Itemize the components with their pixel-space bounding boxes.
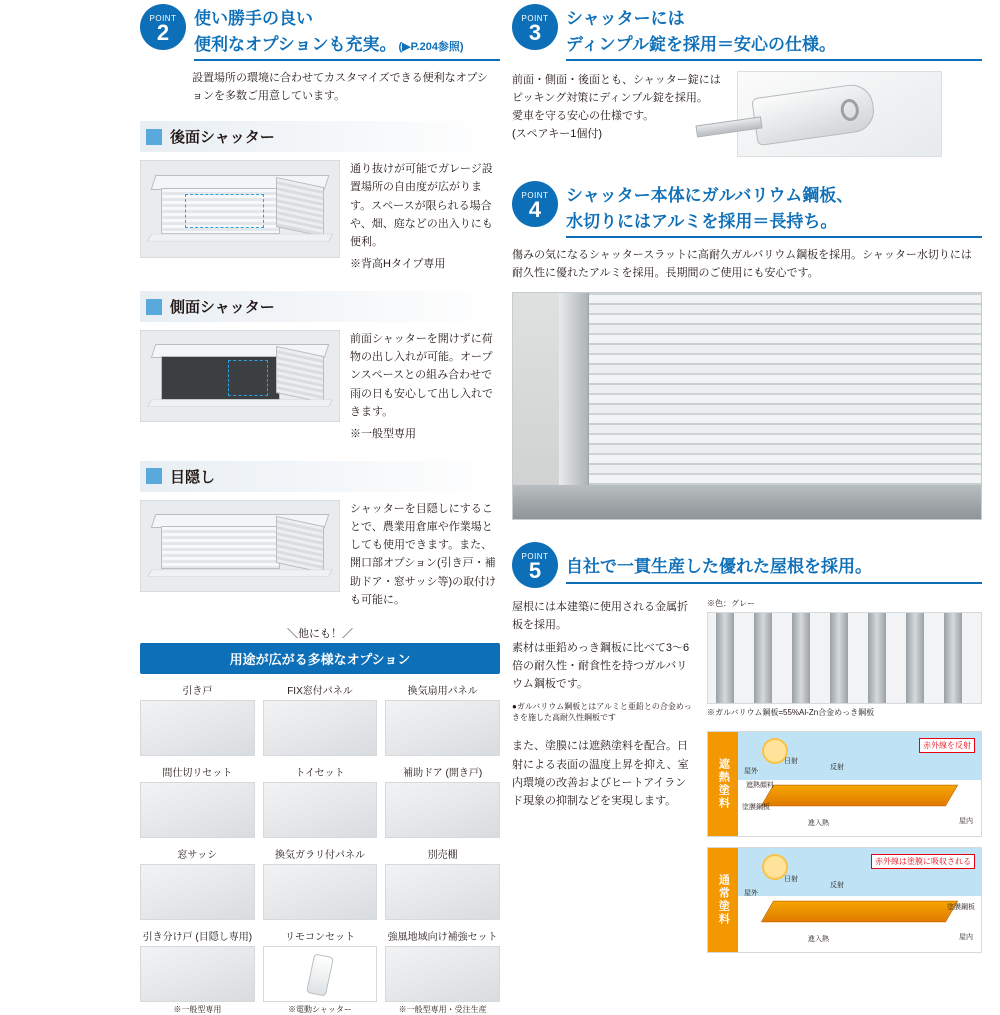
option-image — [140, 782, 255, 838]
section-side-shutter-body — [140, 330, 500, 443]
key-icon — [751, 82, 877, 146]
point3-badge — [512, 4, 558, 50]
option-item — [140, 846, 255, 922]
roof-color-note: ※色：グレー — [707, 599, 755, 609]
section-screen-label: 目隠し — [170, 468, 216, 486]
option-item — [263, 682, 378, 758]
option-caption: 引き戸 — [182, 685, 213, 697]
option-note: ※一般型専用・受注生産 — [398, 1004, 487, 1014]
point3-title-line1: シャッターには — [566, 9, 685, 28]
rear-shutter-note: ※背高Hタイプ専用 — [350, 257, 446, 270]
point5-para1: 屋根には本建築に使用される金属折板を採用。 — [512, 601, 688, 632]
point3-text-line4: (スペアキー1個付) — [512, 128, 603, 141]
option-caption: 別売棚 — [427, 849, 458, 861]
option-caption: 補助ドア (開き戸) — [403, 767, 483, 779]
point3-text-line3: 愛車を守る安心の仕様です。 — [512, 110, 655, 123]
point5-badge — [512, 542, 558, 588]
point4-header — [512, 181, 982, 238]
left-column — [140, 0, 500, 1015]
option-image — [385, 946, 500, 1002]
point5-para2: 素材は亜鉛めっき鋼板に比べて3〜6倍の耐久性・耐食性を持つガルバリウム鋼板です。 — [512, 641, 690, 690]
point5-badge-number: 5 — [528, 558, 542, 584]
option-caption: 間仕切リセット — [162, 767, 233, 779]
screen-illustration — [140, 500, 340, 592]
label-indoor: 屋内 — [959, 817, 973, 825]
option-caption: 引き分け戸 (目隠し専用) — [142, 931, 253, 943]
point5-bullet: ●ガルバリウム鋼板とはアルミと亜鉛との合金めっきを施した高耐久性鋼板です — [512, 701, 692, 723]
option-item — [140, 764, 255, 840]
point4-title-line2: 水切りにはアルミを採用＝長持ち。 — [566, 211, 838, 231]
option-image — [140, 864, 255, 920]
option-caption: リモコンセット — [284, 931, 355, 943]
option-item — [263, 764, 378, 840]
point2-title-ref: (▶P.204参照) — [398, 40, 464, 53]
option-image — [385, 782, 500, 838]
option-image — [263, 946, 378, 1002]
shutter-photo — [512, 292, 982, 520]
point3-badge-word: POINT — [521, 14, 549, 23]
option-caption: トイセット — [295, 767, 345, 779]
options-grid — [140, 682, 500, 1015]
point4-badge — [512, 181, 558, 227]
option-caption: 強風地域向け補強セット — [387, 931, 498, 943]
option-item — [263, 846, 378, 922]
option-item — [140, 928, 255, 1015]
section-side-shutter-heading — [140, 291, 500, 322]
point4-badge-word: POINT — [521, 191, 549, 200]
point3-text-line1: 前面・側面・後面とも、シャッター錠には — [512, 74, 721, 86]
roof-panel-photo — [707, 612, 982, 704]
label-sunlight: 日射 — [784, 875, 798, 883]
option-image — [263, 782, 378, 838]
point5-badge-word: POINT — [521, 552, 549, 562]
label-outdoor: 屋外 — [744, 889, 758, 897]
dimple-key-photo — [737, 71, 942, 157]
side-shutter-note: ※一般型専用 — [350, 427, 416, 440]
option-item — [385, 928, 500, 1015]
rear-shutter-text: 通り抜けが可能でガレージ設置場所の自由度が広がります。スペースが限られる場合や、畑、庭などの出入りにも便利。 — [350, 163, 493, 248]
label-heat-in: 進入熱 — [808, 819, 829, 827]
option-caption: 換気扇用パネル — [407, 685, 478, 697]
section-screen-heading — [140, 461, 500, 492]
option-item — [140, 682, 255, 758]
option-image — [263, 700, 378, 756]
section-side-shutter-label: 側面シャッター — [170, 299, 275, 317]
point5-title: 自社で一貫生産した優れた屋根を採用。 — [566, 542, 982, 584]
option-note: ※電動シャッター — [288, 1004, 352, 1014]
point3-header — [512, 4, 982, 61]
label-reflection: 反射 — [830, 881, 844, 889]
point4-badge-number: 4 — [528, 197, 542, 222]
side-shutter-text: 前面シャッターを開けずに荷物の出し入れが可能。オープンスペースとの組み合わせで雨の日も安心して出し入れできます。 — [350, 333, 493, 418]
point3-text-line2: ピッキング対策にディンプル錠を採用。 — [512, 92, 708, 105]
square-bullet-icon — [146, 129, 162, 145]
option-caption: 換気ガラリ付パネル — [274, 849, 365, 861]
other-options-label: ＼他にも！／ — [287, 627, 353, 640]
point5-para3: また、塗膜には遮熱塗料を配合。日射による表面の温度上昇を抑え、室内環境の改善およびヒートアイランド現象の抑制などを実現します。 — [512, 740, 689, 807]
point2-badge-number: 2 — [156, 20, 170, 45]
section-rear-shutter-label: 後面シャッター — [170, 129, 275, 147]
label-heat-in: 進入熱 — [808, 935, 829, 943]
option-item — [263, 928, 378, 1015]
label-thermal-pigment: 遮熱顔料 — [746, 781, 774, 789]
point4-title — [566, 181, 982, 238]
option-image — [385, 700, 500, 756]
point4-text: 傷みの気になるシャッタースラットに高耐久ガルバリウム鋼板を採用。シャッター水切りには耐久性に優れたアルミを採用。長期間のご使用にも安心です。 — [512, 249, 972, 280]
label-sunlight: 日射 — [784, 757, 798, 765]
option-image — [263, 864, 378, 920]
roof-spec-note: ※ガルバリウム鋼板=55%Al-Zn合金めっき鋼板 — [707, 708, 875, 718]
point2-title-line1: 使い勝手の良い — [194, 9, 313, 28]
option-item — [385, 764, 500, 840]
point2-title — [194, 4, 500, 61]
option-item — [385, 846, 500, 922]
option-item — [385, 682, 500, 758]
label-coating-steel: 塗膜鋼板 — [742, 803, 770, 811]
point2-badge-word: POINT — [149, 14, 177, 23]
option-caption: 窓サッシ — [177, 849, 218, 861]
point5-header — [512, 542, 982, 588]
section-rear-shutter-heading — [140, 121, 500, 152]
thermal-diagram-absorb-label: 通常塗料 — [708, 848, 738, 952]
point2-lead: 設置場所の環境に合わせてカスタマイズできる便利なオプションを多数ご用意しています。 — [192, 72, 488, 103]
right-column — [512, 0, 982, 953]
square-bullet-icon — [146, 299, 162, 315]
thermal-reflect-callout: 赤外線を反射 — [919, 738, 975, 754]
point3-badge-number: 3 — [528, 20, 542, 45]
point3-body — [512, 71, 982, 157]
option-image — [140, 946, 255, 1002]
thermal-diagram-reflect-label: 遮熱塗料 — [708, 732, 738, 836]
thermal-diagram-absorb — [707, 847, 982, 953]
thermal-absorb-callout: 赤外線は塗膜に吸収される — [871, 854, 975, 870]
section-screen-body — [140, 500, 500, 609]
screen-text: シャッターを目隠しにすることで、農業用倉庫や作業場としても使用できます。また、開口部オプション(引き戸・補助ドア・窓サッシ等)の取付けも可能に。 — [350, 502, 497, 606]
option-image — [385, 864, 500, 920]
label-outdoor: 屋外 — [744, 767, 758, 775]
rear-shutter-illustration — [140, 160, 340, 258]
point4-title-line1: シャッター本体にガルバリウム鋼板、 — [566, 186, 854, 205]
thermal-diagram-reflect — [707, 731, 982, 837]
side-shutter-illustration — [140, 330, 340, 422]
point2-header — [140, 4, 500, 61]
option-caption: FIX窓付パネル — [287, 685, 353, 697]
point3-text — [512, 71, 727, 144]
point2-badge — [140, 4, 186, 50]
option-note: ※一般型専用 — [173, 1004, 222, 1014]
point3-title — [566, 4, 982, 61]
options-banner: 用途が広がる多様なオプション — [140, 643, 500, 674]
label-coating-steel: 塗膜鋼板 — [947, 903, 975, 911]
label-indoor: 屋内 — [959, 933, 973, 941]
option-image — [140, 700, 255, 756]
section-rear-shutter-body — [140, 160, 500, 273]
point2-title-line2: 便利なオプションも充実。 — [194, 34, 397, 54]
square-bullet-icon — [146, 468, 162, 484]
point3-title-line2: ディンプル錠を採用＝安心の仕様。 — [566, 34, 836, 54]
label-reflection: 反射 — [830, 763, 844, 771]
point5-body — [512, 598, 982, 952]
